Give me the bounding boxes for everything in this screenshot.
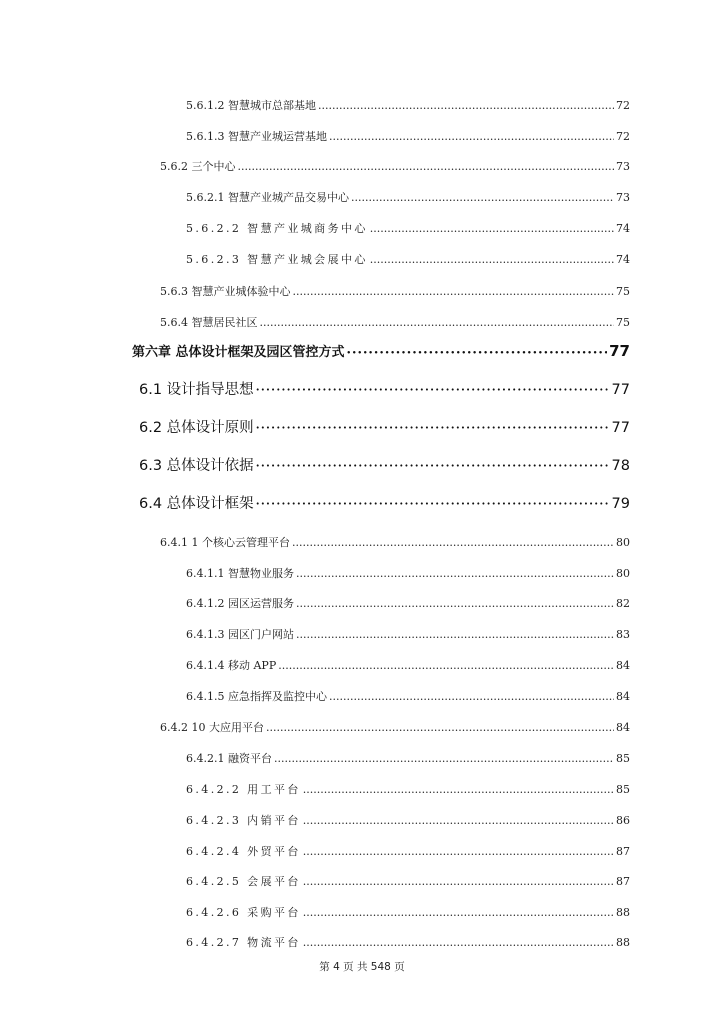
toc-entry-page: 86 — [616, 814, 630, 827]
toc-section-entry[interactable] — [139, 416, 630, 437]
toc-entry-page: 87 — [616, 875, 630, 888]
toc-entry[interactable] — [186, 843, 630, 859]
toc-entry[interactable] — [160, 314, 630, 330]
toc-entry-label: 6.4.2.7 物流平台 — [186, 936, 301, 949]
toc-entry-page: 84 — [616, 690, 630, 703]
toc-entry-label: 6.4.2.1 融资平台 — [186, 752, 272, 765]
toc-entry[interactable] — [186, 657, 630, 673]
toc-leader — [256, 496, 610, 512]
toc-entry-label: 6.4.1.3 园区门户网站 — [186, 628, 294, 641]
toc-entry-page: 84 — [616, 721, 630, 734]
toc-entry-page: 77 — [611, 420, 630, 436]
toc-entry-label: 5.6.1.2 智慧城市总部基地 — [186, 99, 316, 112]
toc-section-entry[interactable] — [139, 492, 630, 513]
toc-leader — [292, 536, 614, 549]
toc-entry-page: 73 — [616, 160, 630, 173]
toc-entry-label: 5.6.1.3 智慧产业城运营基地 — [186, 130, 327, 143]
toc-section-entry[interactable] — [139, 454, 630, 475]
toc-entry[interactable] — [160, 719, 630, 735]
toc-leader — [303, 906, 614, 919]
toc-entry-page: 74 — [616, 253, 630, 266]
toc-entry-label: 5.6.4 智慧居民社区 — [160, 316, 258, 329]
toc-entry[interactable] — [186, 781, 630, 797]
toc-entry[interactable] — [186, 626, 630, 642]
toc-entry-page: 78 — [611, 458, 630, 474]
toc-entry-page: 72 — [616, 130, 630, 143]
toc-entry[interactable] — [186, 750, 630, 766]
toc-entry-label: 5.6.2.1 智慧产业城产品交易中心 — [186, 191, 349, 204]
toc-leader — [296, 628, 614, 641]
toc-leader — [266, 721, 614, 734]
toc-entry-label: 5.6.2.2 智慧产业城商务中心 — [186, 222, 368, 235]
toc-leader — [351, 191, 614, 204]
toc-entry[interactable] — [186, 934, 630, 950]
toc-entry-label: 6.4.1.2 园区运营服务 — [186, 597, 294, 610]
toc-entry-page: 85 — [616, 783, 630, 796]
toc-chapter-entry[interactable] — [132, 341, 630, 360]
toc-leader — [278, 659, 614, 672]
toc-entry-label: 6.4.2.2 用工平台 — [186, 783, 301, 796]
toc-entry-page: 85 — [616, 752, 630, 765]
toc-entry-page: 82 — [616, 597, 630, 610]
toc-leader — [256, 458, 610, 474]
toc-entry-page: 77 — [611, 382, 630, 398]
toc-leader — [296, 597, 614, 610]
toc-entry-page: 88 — [616, 936, 630, 949]
toc-entry-label: 6.4.2.5 会展平台 — [186, 875, 301, 888]
toc-entry[interactable] — [186, 220, 630, 236]
toc-entry-page: 72 — [616, 99, 630, 112]
toc-leader — [329, 690, 614, 703]
toc-entry-label: 6.2 总体设计原则 — [139, 420, 254, 436]
toc-entry-label: 第六章 总体设计框架及园区管控方式 — [132, 345, 345, 360]
toc-leader — [256, 382, 610, 398]
toc-entry[interactable] — [186, 189, 630, 205]
toc-leader — [329, 130, 614, 143]
toc-leader — [293, 285, 615, 298]
toc-entry[interactable] — [186, 904, 630, 920]
toc-entry-label: 5.6.2 三个中心 — [160, 160, 236, 173]
toc-entry-label: 6.4.1.4 移动 APP — [186, 659, 277, 672]
toc-entry-label: 6.1 设计指导思想 — [139, 382, 254, 398]
toc-entry-page: 75 — [616, 316, 630, 329]
toc-entry[interactable] — [186, 595, 630, 611]
toc-leader — [318, 99, 614, 112]
toc-entry-label: 5.6.2.3 智慧产业城会展中心 — [186, 253, 368, 266]
toc-leader — [296, 567, 614, 580]
toc-entry-label: 6.4.2.6 采购平台 — [186, 906, 301, 919]
toc-entry-label: 6.4.2.4 外贸平台 — [186, 845, 301, 858]
toc-entry-page: 88 — [616, 906, 630, 919]
toc-leader — [303, 814, 614, 827]
toc-entry-label: 6.4.2 10 大应用平台 — [160, 721, 264, 734]
toc-entry[interactable] — [186, 97, 630, 113]
toc-entry-page: 73 — [616, 191, 630, 204]
toc-leader — [303, 936, 614, 949]
toc-entry[interactable] — [186, 251, 630, 267]
toc-entry-label: 6.4.2.3 内销平台 — [186, 814, 301, 827]
toc-entry-page: 80 — [616, 536, 630, 549]
toc-entry[interactable] — [186, 565, 630, 581]
toc-entry[interactable] — [186, 128, 630, 144]
toc-entry[interactable] — [160, 283, 630, 299]
toc-entry-label: 6.4 总体设计框架 — [139, 496, 254, 512]
toc-section-entry[interactable] — [139, 378, 630, 399]
toc-leader — [303, 845, 614, 858]
toc-leader — [347, 345, 608, 360]
toc-leader — [274, 752, 614, 765]
toc-entry[interactable] — [186, 873, 630, 889]
toc-leader — [238, 160, 615, 173]
toc-entry-page: 75 — [616, 285, 630, 298]
toc-entry-page: 83 — [616, 628, 630, 641]
toc-entry[interactable] — [186, 812, 630, 828]
toc-entry-page: 80 — [616, 567, 630, 580]
toc-entry-page: 77 — [609, 342, 630, 360]
toc-entry-label: 6.4.1 1 个核心云管理平台 — [160, 536, 290, 549]
toc-entry-label: 5.6.3 智慧产业城体验中心 — [160, 285, 291, 298]
toc-leader — [256, 420, 610, 436]
toc-leader — [303, 875, 614, 888]
toc-entry-page: 79 — [611, 496, 630, 512]
toc-entry-label: 6.4.1.5 应急指挥及监控中心 — [186, 690, 327, 703]
toc-entry[interactable] — [160, 534, 630, 550]
toc-entry[interactable] — [186, 688, 630, 704]
toc-entry[interactable] — [160, 158, 630, 174]
toc-entry-label: 6.4.1.1 智慧物业服务 — [186, 567, 294, 580]
toc-leader — [260, 316, 615, 329]
toc-entry-page: 74 — [616, 222, 630, 235]
toc-entry-page: 87 — [616, 845, 630, 858]
toc-leader — [370, 253, 614, 266]
toc-leader — [370, 222, 614, 235]
page-footer: 第 4 页 共 548 页 — [319, 961, 405, 973]
toc-leader — [303, 783, 614, 796]
toc-entry-page: 84 — [616, 659, 630, 672]
toc-entry-label: 6.3 总体设计依据 — [139, 458, 254, 474]
